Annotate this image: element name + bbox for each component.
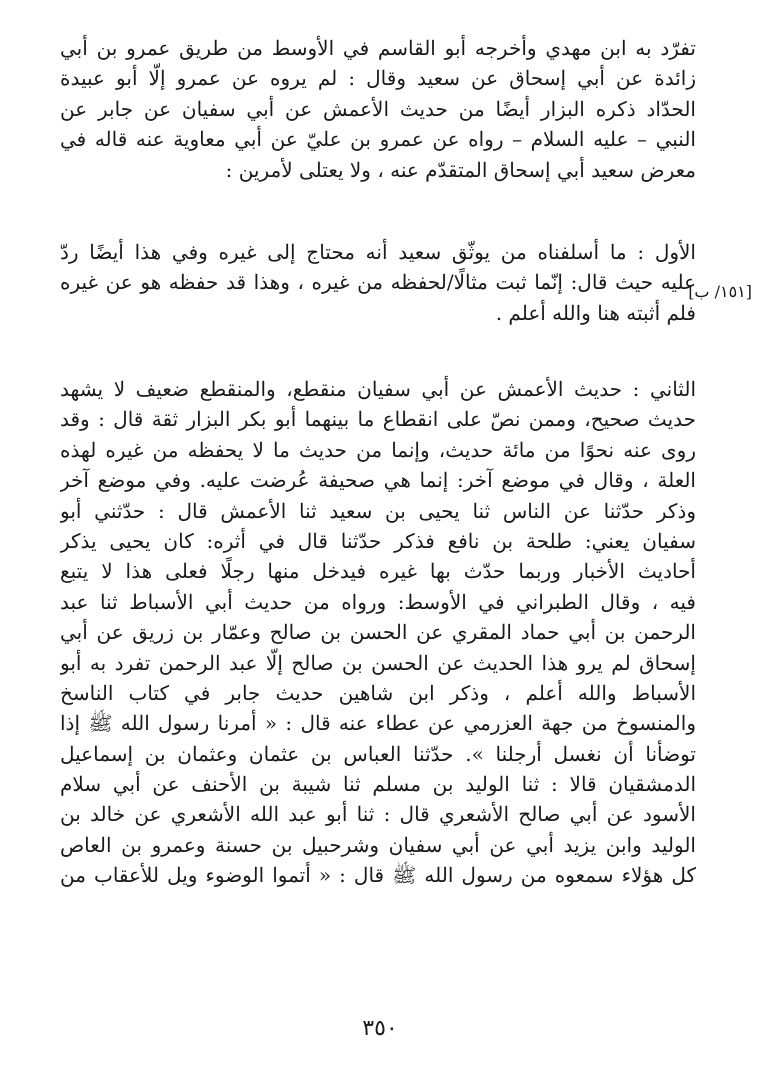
text-line: سفيان يعني: طلحة بن نافع فذكر حدّثنا قال في أثره: كان يحيى يذكر bbox=[60, 528, 696, 553]
text-line: تفرّد به ابن مهدي وأخرجه أبو القاسم في الأوسط من طريق عمرو بن أبي bbox=[60, 36, 696, 60]
text-line: حديث صحيح، وممن نصّ على انقطاع ما بينهما أبو بكر البزار ثقة قال : وقد bbox=[60, 407, 696, 432]
text-line: توضأنا أن نغسل أرجلنا ». حدّثنا العباس بن عثمان وعثمان بن إسماعيل bbox=[60, 741, 696, 766]
text-line: فلم أثبته هنا والله أعلم . bbox=[495, 300, 696, 325]
page-number: ٣٥٠ bbox=[362, 1016, 398, 1041]
text-line: فيه ، وقال الطبراني في الأوسط: ورواه من حديث أبي الأسباط ثنا عبد bbox=[60, 589, 696, 614]
text-line: أحاديث الأخبار وربما حدّث بها غيره فيدخل منها رجلًا فعلى هذا لا يتبع bbox=[60, 559, 696, 584]
text-line: الأول : ما أسلفناه من يوثّق سعيد أنه محتاج إلى غيره وفي هذا أيضًا ردّ bbox=[60, 240, 696, 264]
text-line: الأسود عن أبي صالح الأشعري قال : ثنا أبو عبد الله الأشعري عن خالد بن bbox=[60, 802, 696, 827]
text-line: الرحمن بن أبي حماد المقري عن الحسن بن صالح وعمّار بن زريق عن أبي bbox=[60, 620, 696, 645]
text-line: روى عنه نحوًا من مائة حديث، وإنما من حديث ما لا يحفظه من غيره لهذه bbox=[60, 437, 696, 462]
text-line: الثاني : حديث الأعمش عن أبي سفيان منقطع، والمنقطع ضعيف لا يشهد bbox=[60, 377, 696, 401]
paragraph-1 bbox=[60, 33, 696, 185]
text-line: وذكر حدّثنا عن الناس ثنا يحيى بن سعيد ثنا الأعمش قال : حدّثني أبو bbox=[60, 498, 696, 523]
paragraph-2 bbox=[60, 237, 696, 328]
text-line: الدمشقيان قالا : ثنا الوليد بن مسلم ثنا شيبة بن الأحنف عن أبي سلام bbox=[60, 772, 696, 797]
paragraph-3 bbox=[60, 374, 696, 891]
margin-folio-note: [١٥١/ ب] bbox=[688, 282, 752, 301]
text-line: الوليد وابن يزيد أبي عن أبي سفيان وشرحبيل بن حسنة وعمرو بن العاص bbox=[60, 832, 696, 857]
text-line: إسحاق لم يرو هذا الحديث عن الحسن بن صالح إلّا عبد الرحمن تفرد به أبو bbox=[60, 650, 696, 675]
text-line: الحدّاد ذكره البزار أيضًا من حديث الأعمش عن أبي سفيان عن جابر عن bbox=[60, 96, 696, 121]
text-line: زائدة عن أبي إسحاق عن سعيد وقال : لم يروه عن عمرو إلّا أبو عبيدة bbox=[60, 66, 696, 91]
text-line: الأسباط والله أعلم ، وذكر ابن شاهين حديث جابر في كتاب الناسخ bbox=[60, 680, 696, 705]
text-line: النبي – عليه السلام – رواه عن عمرو بن عليّ عن أبي معاوية عنه قاله في bbox=[60, 127, 696, 152]
text-line: والمنسوخ من جهة العزرمي عن عطاء عنه قال : « أمرنا رسول الله ﷺ إذا bbox=[60, 711, 696, 736]
text-line: معرض سعيد أبي إسحاق المتقدّم عنه ، ولا يعتلى لأمرين : bbox=[225, 157, 696, 182]
text-line: كل هؤلاء سمعوه من رسول الله ﷺ قال : « أتموا الوضوء ويل للأعقاب من bbox=[60, 863, 696, 888]
text-line: عليه حيث قال: إنّما ثبت مثالًا/لحفظه من غيره ، وهذا قد حفظه هو عن غيره bbox=[60, 270, 696, 295]
text-line: العلة ، وقال في موضع آخر: إنما هي صحيفة عُرضت عليه. وفي موضع آخر bbox=[60, 468, 696, 493]
